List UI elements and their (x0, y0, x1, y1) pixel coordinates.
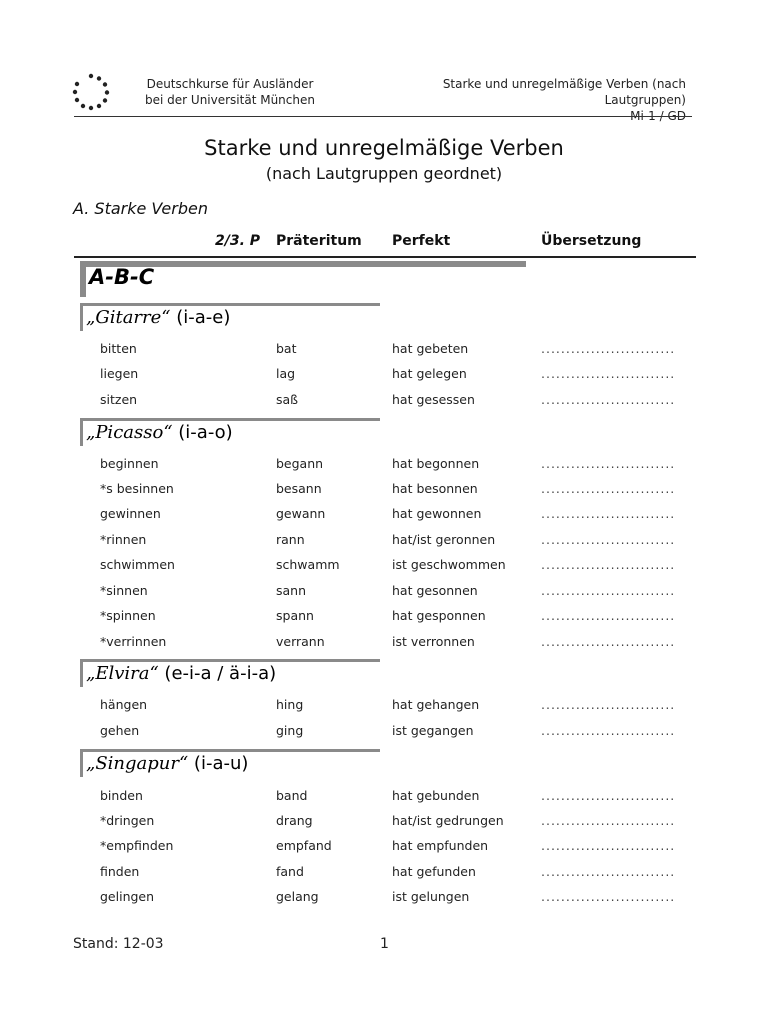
block-heading-side-bar (80, 261, 86, 297)
translation-blank: ........................... (541, 506, 676, 521)
verb-perfekt: hat gelegen (392, 366, 467, 381)
translation-blank: ........................... (541, 697, 676, 712)
translation-blank: ........................... (541, 838, 676, 853)
column-header-person: 2/3. P (215, 233, 261, 249)
group-side-bar (80, 303, 83, 331)
block-heading: A-B-C (89, 265, 155, 289)
verb-perfekt: ist verronnen (392, 634, 475, 649)
verb-infinitive: schwimmen (100, 557, 175, 572)
verb-perfekt: hat begonnen (392, 456, 480, 471)
verb-perfekt: hat gewonnen (392, 506, 482, 521)
section-heading: A. Starke Verben (73, 199, 208, 218)
verb-perfekt: ist geschwommen (392, 557, 506, 572)
verb-infinitive: finden (100, 864, 140, 879)
group-pattern: (i-a-e) (176, 307, 231, 328)
translation-blank: ........................... (541, 608, 676, 623)
verb-perfekt: hat gebunden (392, 788, 480, 803)
verb-praeteritum: schwamm (276, 557, 340, 572)
verb-infinitive: *verrinnen (100, 634, 167, 649)
verb-praeteritum: hing (276, 697, 304, 712)
translation-blank: ........................... (541, 456, 676, 471)
column-header-uebersetzung: Übersetzung (541, 233, 642, 249)
verb-perfekt: hat/ist gedrungen (392, 813, 504, 828)
verb-infinitive: *empfinden (100, 838, 174, 853)
verb-perfekt: hat gesonnen (392, 583, 478, 598)
verb-perfekt: hat gehangen (392, 697, 480, 712)
verb-infinitive: liegen (100, 366, 139, 381)
verb-praeteritum: empfand (276, 838, 332, 853)
group-bar (80, 659, 380, 662)
translation-blank: ........................... (541, 813, 676, 828)
group-bar (80, 303, 380, 306)
verb-praeteritum: gelang (276, 889, 319, 904)
page-number: 1 (380, 936, 389, 952)
translation-blank: ........................... (541, 366, 676, 381)
group-name: „Picasso“ (86, 422, 173, 443)
translation-blank: ........................... (541, 392, 676, 407)
verb-perfekt: hat/ist geronnen (392, 532, 496, 547)
header-doc-code: Mi-1 / GD (630, 109, 686, 123)
verb-perfekt: hat besonnen (392, 481, 478, 496)
verb-praeteritum: lag (276, 366, 296, 381)
verb-infinitive: gehen (100, 723, 140, 738)
header-doc-title: Starke und unregelmäßige Verben (nach Lautgruppen) (442, 77, 686, 107)
group-side-bar (80, 418, 83, 446)
page-subtitle: (nach Lautgruppen geordnet) (265, 164, 503, 183)
verb-infinitive: binden (100, 788, 143, 803)
verb-infinitive: hängen (100, 697, 148, 712)
group-heading-singapur (86, 753, 248, 774)
verb-perfekt: hat gesponnen (392, 608, 486, 623)
group-heading-gitarre (86, 307, 230, 328)
column-header-rule (74, 256, 696, 258)
group-name: „Elvira“ (86, 663, 159, 684)
verb-infinitive: *spinnen (100, 608, 156, 623)
translation-blank: ........................... (541, 889, 676, 904)
group-pattern: (i-a-o) (178, 422, 233, 443)
verb-perfekt: ist gegangen (392, 723, 474, 738)
verb-infinitive: *s besinnen (100, 481, 174, 496)
group-heading-picasso (86, 422, 233, 443)
verb-praeteritum: band (276, 788, 308, 803)
header-divider (74, 116, 692, 117)
translation-blank: ........................... (541, 788, 676, 803)
group-side-bar (80, 659, 83, 687)
translation-blank: ........................... (541, 341, 676, 356)
verb-praeteritum: besann (276, 481, 322, 496)
verb-perfekt: ist gelungen (392, 889, 470, 904)
column-header-praeteritum: Präteritum (276, 233, 362, 249)
header-institution-line1: Deutschkurse für Ausländer (146, 77, 314, 91)
group-bar (80, 749, 380, 752)
verb-infinitive: *rinnen (100, 532, 147, 547)
translation-blank: ........................... (541, 634, 676, 649)
verb-praeteritum: saß (276, 392, 299, 407)
verb-praeteritum: verrann (276, 634, 325, 649)
verb-infinitive: gewinnen (100, 506, 161, 521)
group-pattern: (e-i-a / ä-i-a) (164, 663, 277, 684)
translation-blank: ........................... (541, 864, 676, 879)
footer-stand: Stand: 12-03 (73, 936, 164, 952)
verb-perfekt: hat gebeten (392, 341, 469, 356)
group-name: „Gitarre“ (86, 307, 171, 328)
verb-infinitive: gelingen (100, 889, 155, 904)
verb-infinitive: bitten (100, 341, 137, 356)
page-title: Starke und unregelmäßige Verben (204, 136, 564, 160)
verb-perfekt: hat gesessen (392, 392, 475, 407)
verb-perfekt: hat gefunden (392, 864, 476, 879)
translation-blank: ........................... (541, 481, 676, 496)
header-institution-line2: bei der Universität München (145, 93, 315, 107)
verb-infinitive: *sinnen (100, 583, 148, 598)
translation-blank: ........................... (541, 557, 676, 572)
verb-perfekt: hat empfunden (392, 838, 489, 853)
group-name: „Singapur“ (86, 753, 189, 774)
group-bar (80, 418, 380, 421)
verb-praeteritum: drang (276, 813, 313, 828)
verb-praeteritum: fand (276, 864, 304, 879)
group-side-bar (80, 749, 83, 777)
university-logo-icon (72, 73, 110, 111)
translation-blank: ........................... (541, 583, 676, 598)
verb-praeteritum: ging (276, 723, 304, 738)
verb-praeteritum: spann (276, 608, 314, 623)
translation-blank: ........................... (541, 723, 676, 738)
verb-praeteritum: rann (276, 532, 305, 547)
verb-praeteritum: sann (276, 583, 307, 598)
header-institution (140, 76, 320, 108)
verb-infinitive: *dringen (100, 813, 155, 828)
translation-blank: ........................... (541, 532, 676, 547)
verb-praeteritum: bat (276, 341, 297, 356)
group-heading-elvira (86, 663, 276, 684)
group-pattern: (i-a-u) (193, 753, 249, 774)
verb-praeteritum: gewann (276, 506, 326, 521)
column-header-perfekt: Perfekt (392, 233, 451, 249)
verb-praeteritum: begann (276, 456, 324, 471)
verb-infinitive: beginnen (100, 456, 159, 471)
verb-infinitive: sitzen (100, 392, 138, 407)
